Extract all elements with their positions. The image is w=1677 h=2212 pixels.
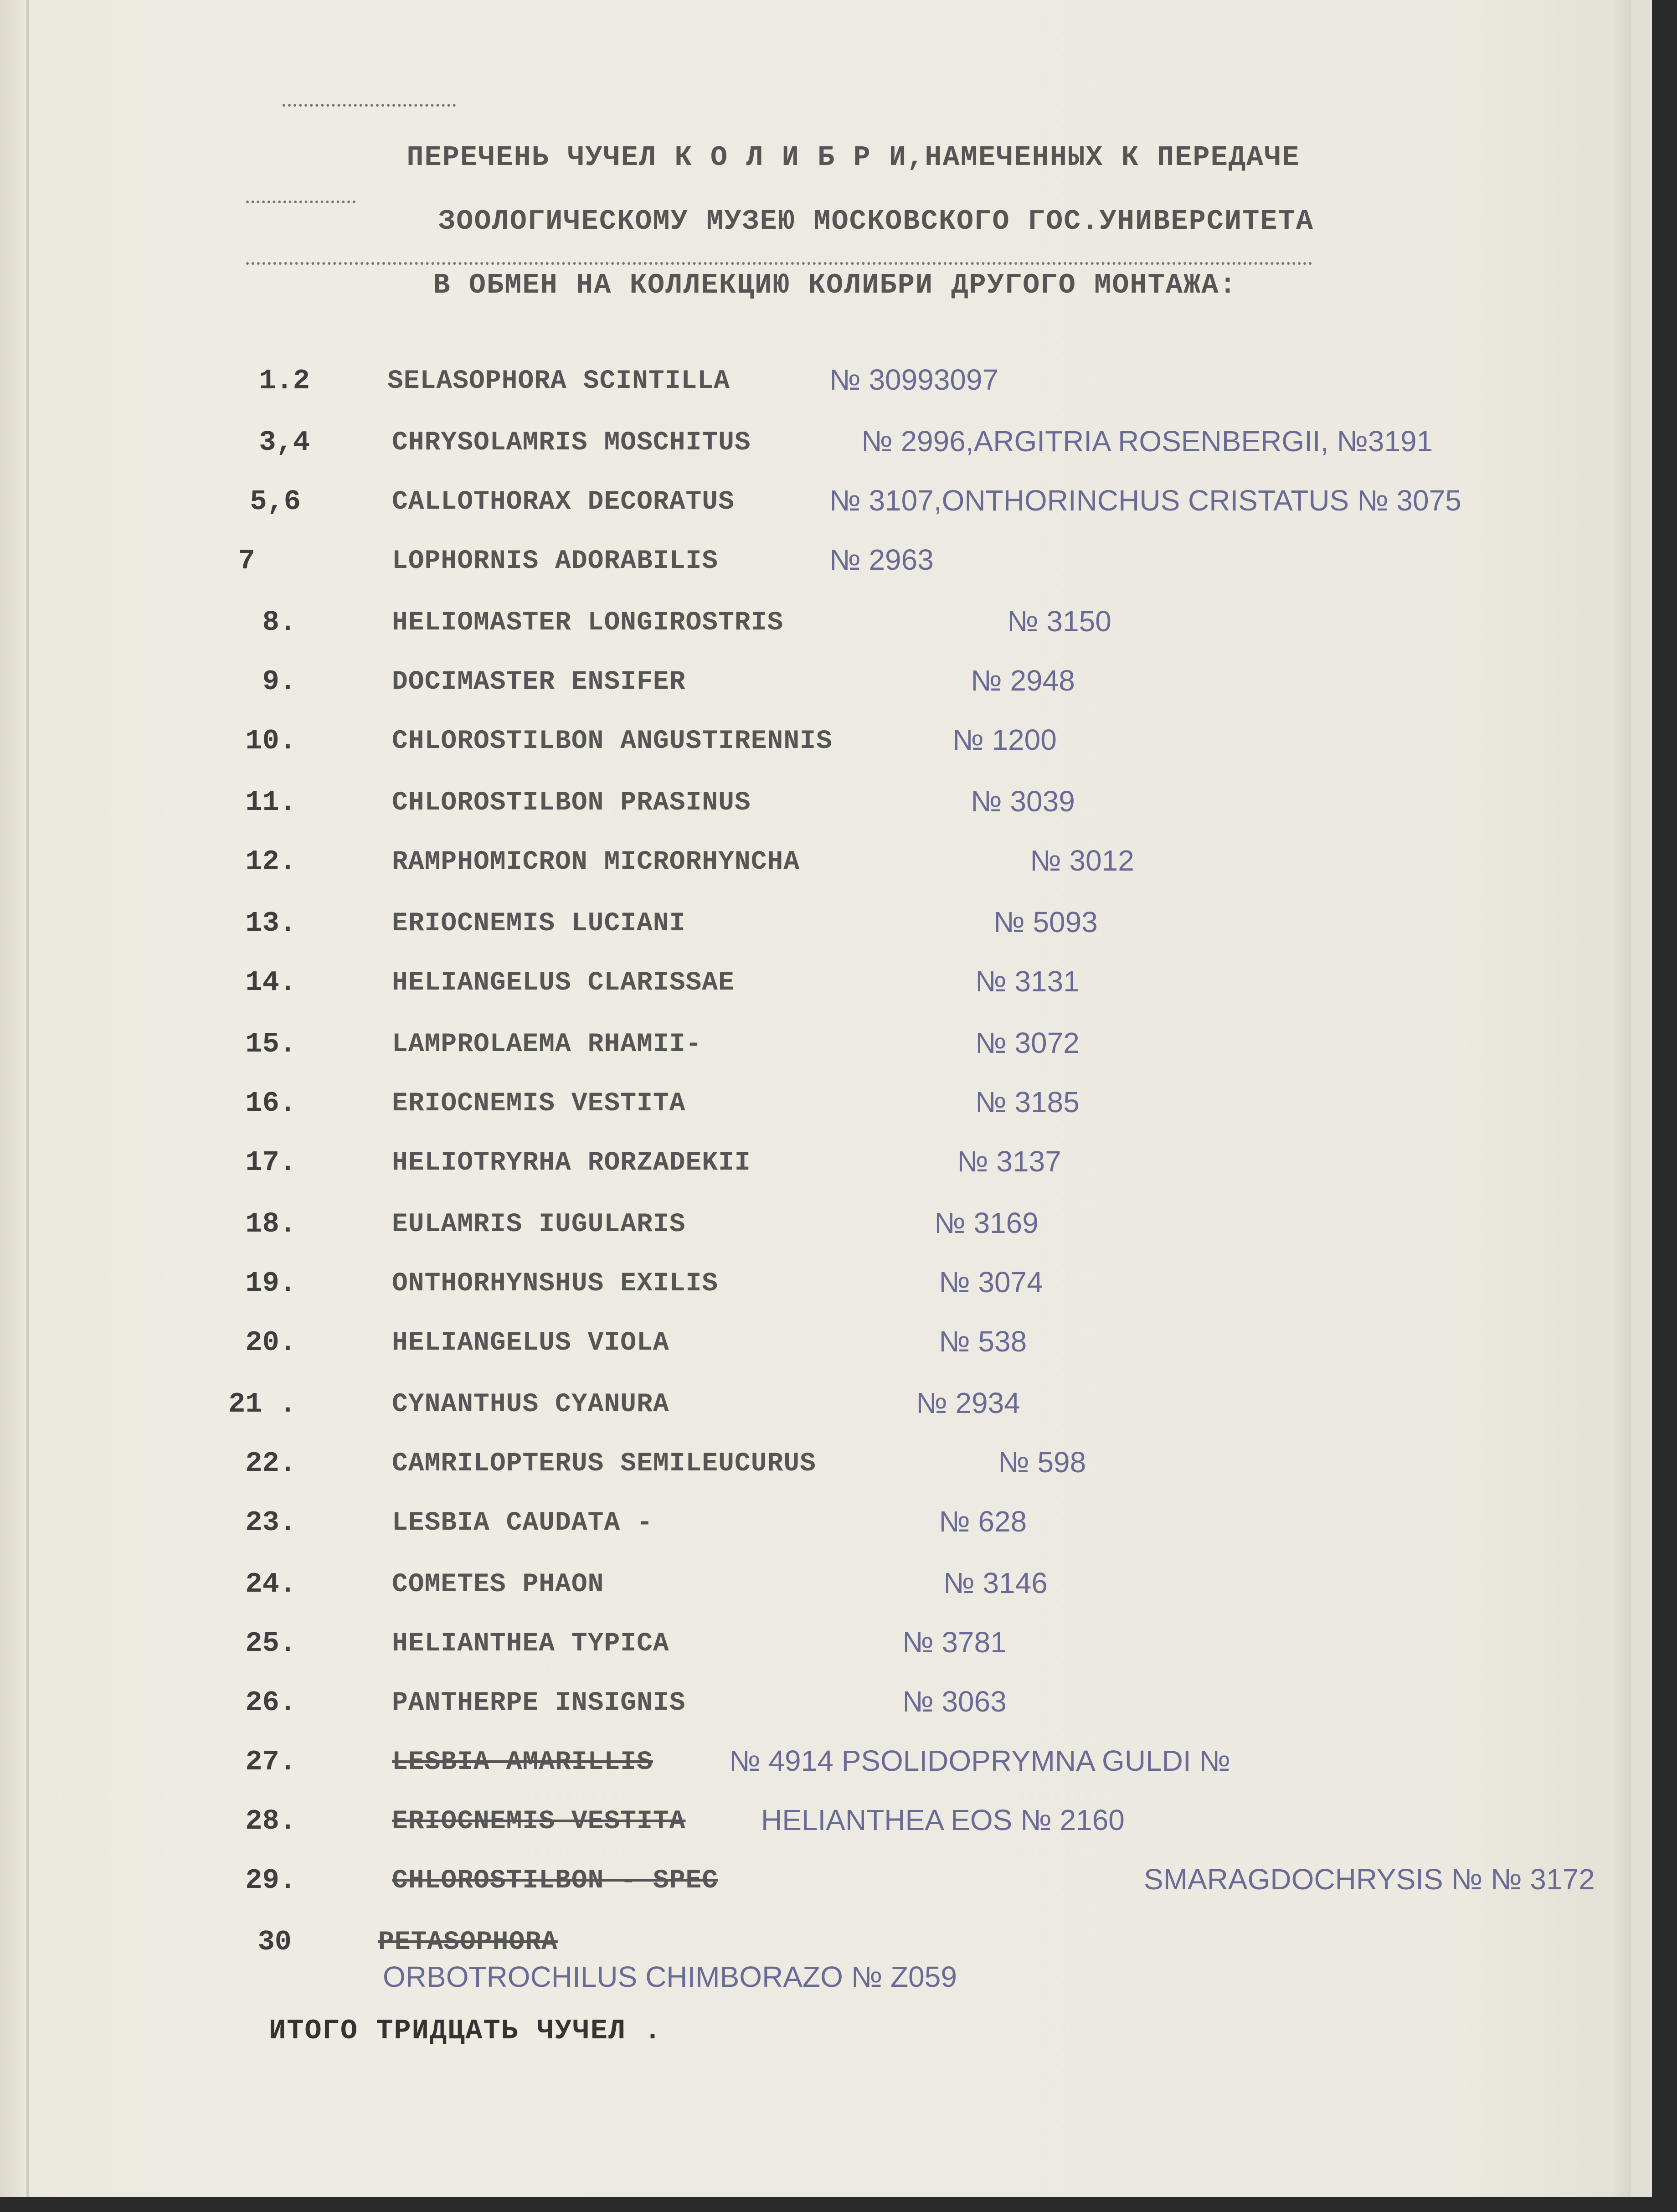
item-species-name: HELIANGELUS VIOLA (392, 1328, 669, 1358)
item-stamped-number: № 598 (998, 1446, 1086, 1479)
item-stamped-number: № 3063 (902, 1685, 1007, 1718)
item-number: 19. (245, 1267, 296, 1299)
item-number: 10. (245, 725, 296, 757)
item-species-name: LAMPROLAEMA RHAMII- (392, 1030, 702, 1059)
item-number: 11. (245, 786, 296, 819)
item-number: 7 (238, 545, 255, 577)
item-stamped-number: № 3039 (971, 785, 1075, 818)
item-number: 21 . (228, 1388, 296, 1420)
item-species-name: EULAMRIS IUGULARIS (392, 1210, 686, 1239)
item-species-name: PANTHERPE INSIGNIS (392, 1688, 686, 1718)
item-stamped-number: № 3107,ONTHORINCHUS CRISTATUS № 3075 (829, 484, 1461, 517)
item-number: 27. (245, 1746, 296, 1778)
item-stamped-number: № 2948 (971, 664, 1075, 697)
item-species-name: CHLOROSTILBON - SPEC (392, 1866, 719, 1896)
item-number: 30 (257, 1926, 292, 1958)
item-stamped-number: № 3131 (975, 965, 1080, 998)
item-stamped-number: № 3012 (1030, 844, 1134, 877)
item-stamped-number: № 3781 (902, 1626, 1007, 1659)
item-number: 12. (245, 846, 296, 878)
item-number: 9. (262, 665, 296, 698)
item-species-name: PETASOPHORA (378, 1928, 558, 1957)
heading-line-1: ПЕРЕЧЕНЬ ЧУЧЕЛ К О Л И Б Р И,НАМЕЧЕННЫХ К ПЕРЕДАЧЕ (406, 141, 1300, 174)
item-stamped-number: № 3169 (934, 1207, 1039, 1239)
item-stamped-number: № 5093 (993, 906, 1098, 938)
item-stamped-number: № 3185 (975, 1086, 1080, 1119)
total-line: ИТОГО ТРИДЦАТЬ ЧУЧЕЛ . (269, 2015, 662, 2047)
item-species-name: HELIANTHEA TYPICA (392, 1629, 669, 1659)
item-number: 24. (245, 1568, 296, 1600)
item-species-name: SELASOPHORA SCINTILLA (387, 366, 730, 396)
heading-dotted-rule-2 (246, 262, 1312, 265)
item-species-name: HELIOMASTER LONGIROSTRIS (392, 608, 784, 638)
item-stamped-number: № 2963 (829, 543, 934, 576)
item-stamped-number: № 3072 (975, 1026, 1080, 1059)
item-species-name: CYNANTHUS CYANURA (392, 1390, 669, 1419)
item-stamped-number: SMARAGDOCHRYSIS № № 3172 (1144, 1863, 1595, 1896)
item-species-name: CAMRILOPTERUS SEMILEUCURUS (392, 1449, 816, 1479)
item-species-name: HELIANGELUS CLARISSAE (392, 968, 735, 998)
item-species-name: CHLOROSTILBON PRASINUS (392, 788, 751, 818)
heading-dotted-rule-1 (246, 201, 355, 203)
item-stamped-number: № 3074 (939, 1266, 1043, 1299)
item-number: 25. (245, 1627, 296, 1660)
paper-fold (26, 0, 29, 2197)
item-stamped-number: № 3137 (957, 1145, 1061, 1178)
item-number: 26. (245, 1686, 296, 1719)
item-number: 13. (245, 907, 296, 939)
item-stamped-number: № 4914 PSOLIDOPRYMNA GULDI № (729, 1744, 1231, 1777)
item-species-name: LESBIA CAUDATA - (392, 1508, 653, 1538)
item-number: 3,4 (259, 426, 310, 459)
item-species-name: HELIOTRYRHA RORZADEKII (392, 1148, 751, 1178)
item-number: 5,6 (250, 485, 301, 518)
item-stamped-number: № 2934 (916, 1387, 1020, 1419)
item-stamped-number: HELIANTHEA EOS № 2160 (761, 1804, 1125, 1836)
item-stamped-number: № 1200 (952, 723, 1057, 756)
item-stamped-number: № 628 (939, 1505, 1027, 1538)
item-species-name: LOPHORNIS ADORABILIS (392, 547, 719, 576)
item-species-name: ERIOCNEMIS VESTITA (392, 1807, 686, 1836)
item-species-name: CHLOROSTILBON ANGUSTIRENNIS (392, 727, 833, 756)
item-species-name: CHRYSOLAMRIS MOSCHITUS (392, 428, 751, 458)
item-species-name: LESBIA AMARILLIS (392, 1748, 653, 1777)
item-number: 17. (245, 1146, 296, 1179)
top-dotted-rule (283, 104, 456, 107)
item-species-name: RAMPHOMICRON MICRORHYNCHA (392, 847, 800, 877)
item-number: 15. (245, 1028, 296, 1060)
heading-line-3: В ОБМЕН НА КОЛЛЕКЦИЮ КОЛИБРИ ДРУГОГО МОНТАЖА: (433, 269, 1237, 301)
item-number: 29. (245, 1864, 296, 1897)
item-stamped-number: № 2996,ARGITRIA ROSENBERGII, №3191 (861, 425, 1433, 458)
item-species-name: CALLOTHORAX DECORATUS (392, 487, 735, 517)
item-species-name: DOCIMASTER ENSIFER (392, 667, 686, 697)
item-number: 22. (245, 1447, 296, 1480)
paper-edge-shadow (1613, 0, 1631, 2197)
item-number: 20. (245, 1326, 296, 1359)
item-number: 16. (245, 1087, 296, 1119)
extra-stamp: ORBOTROCHILUS CHIMBORAZO № Z059 (383, 1960, 957, 1993)
item-species-name: COMETES PHAON (392, 1570, 604, 1599)
item-number: 28. (245, 1805, 296, 1837)
item-stamped-number: № 3150 (1007, 605, 1111, 638)
heading-line-2: ЗООЛОГИЧЕСКОМУ МУЗЕЮ МОСКОВСКОГО ГОС.УНИВЕРСИТЕТА (438, 205, 1314, 237)
item-number: 23. (245, 1506, 296, 1539)
item-number: 8. (262, 606, 296, 639)
item-stamped-number: № 538 (939, 1325, 1027, 1358)
item-number: 1.2 (259, 365, 310, 397)
item-species-name: ERIOCNEMIS VESTITA (392, 1089, 686, 1119)
item-number: 14. (245, 966, 296, 999)
item-number: 18. (245, 1208, 296, 1240)
item-species-name: ERIOCNEMIS LUCIANI (392, 909, 686, 938)
item-species-name: ONTHORHYNSHUS EXILIS (392, 1269, 719, 1299)
item-stamped-number: № 3146 (943, 1567, 1048, 1599)
item-stamped-number: № 30993097 (829, 363, 999, 396)
